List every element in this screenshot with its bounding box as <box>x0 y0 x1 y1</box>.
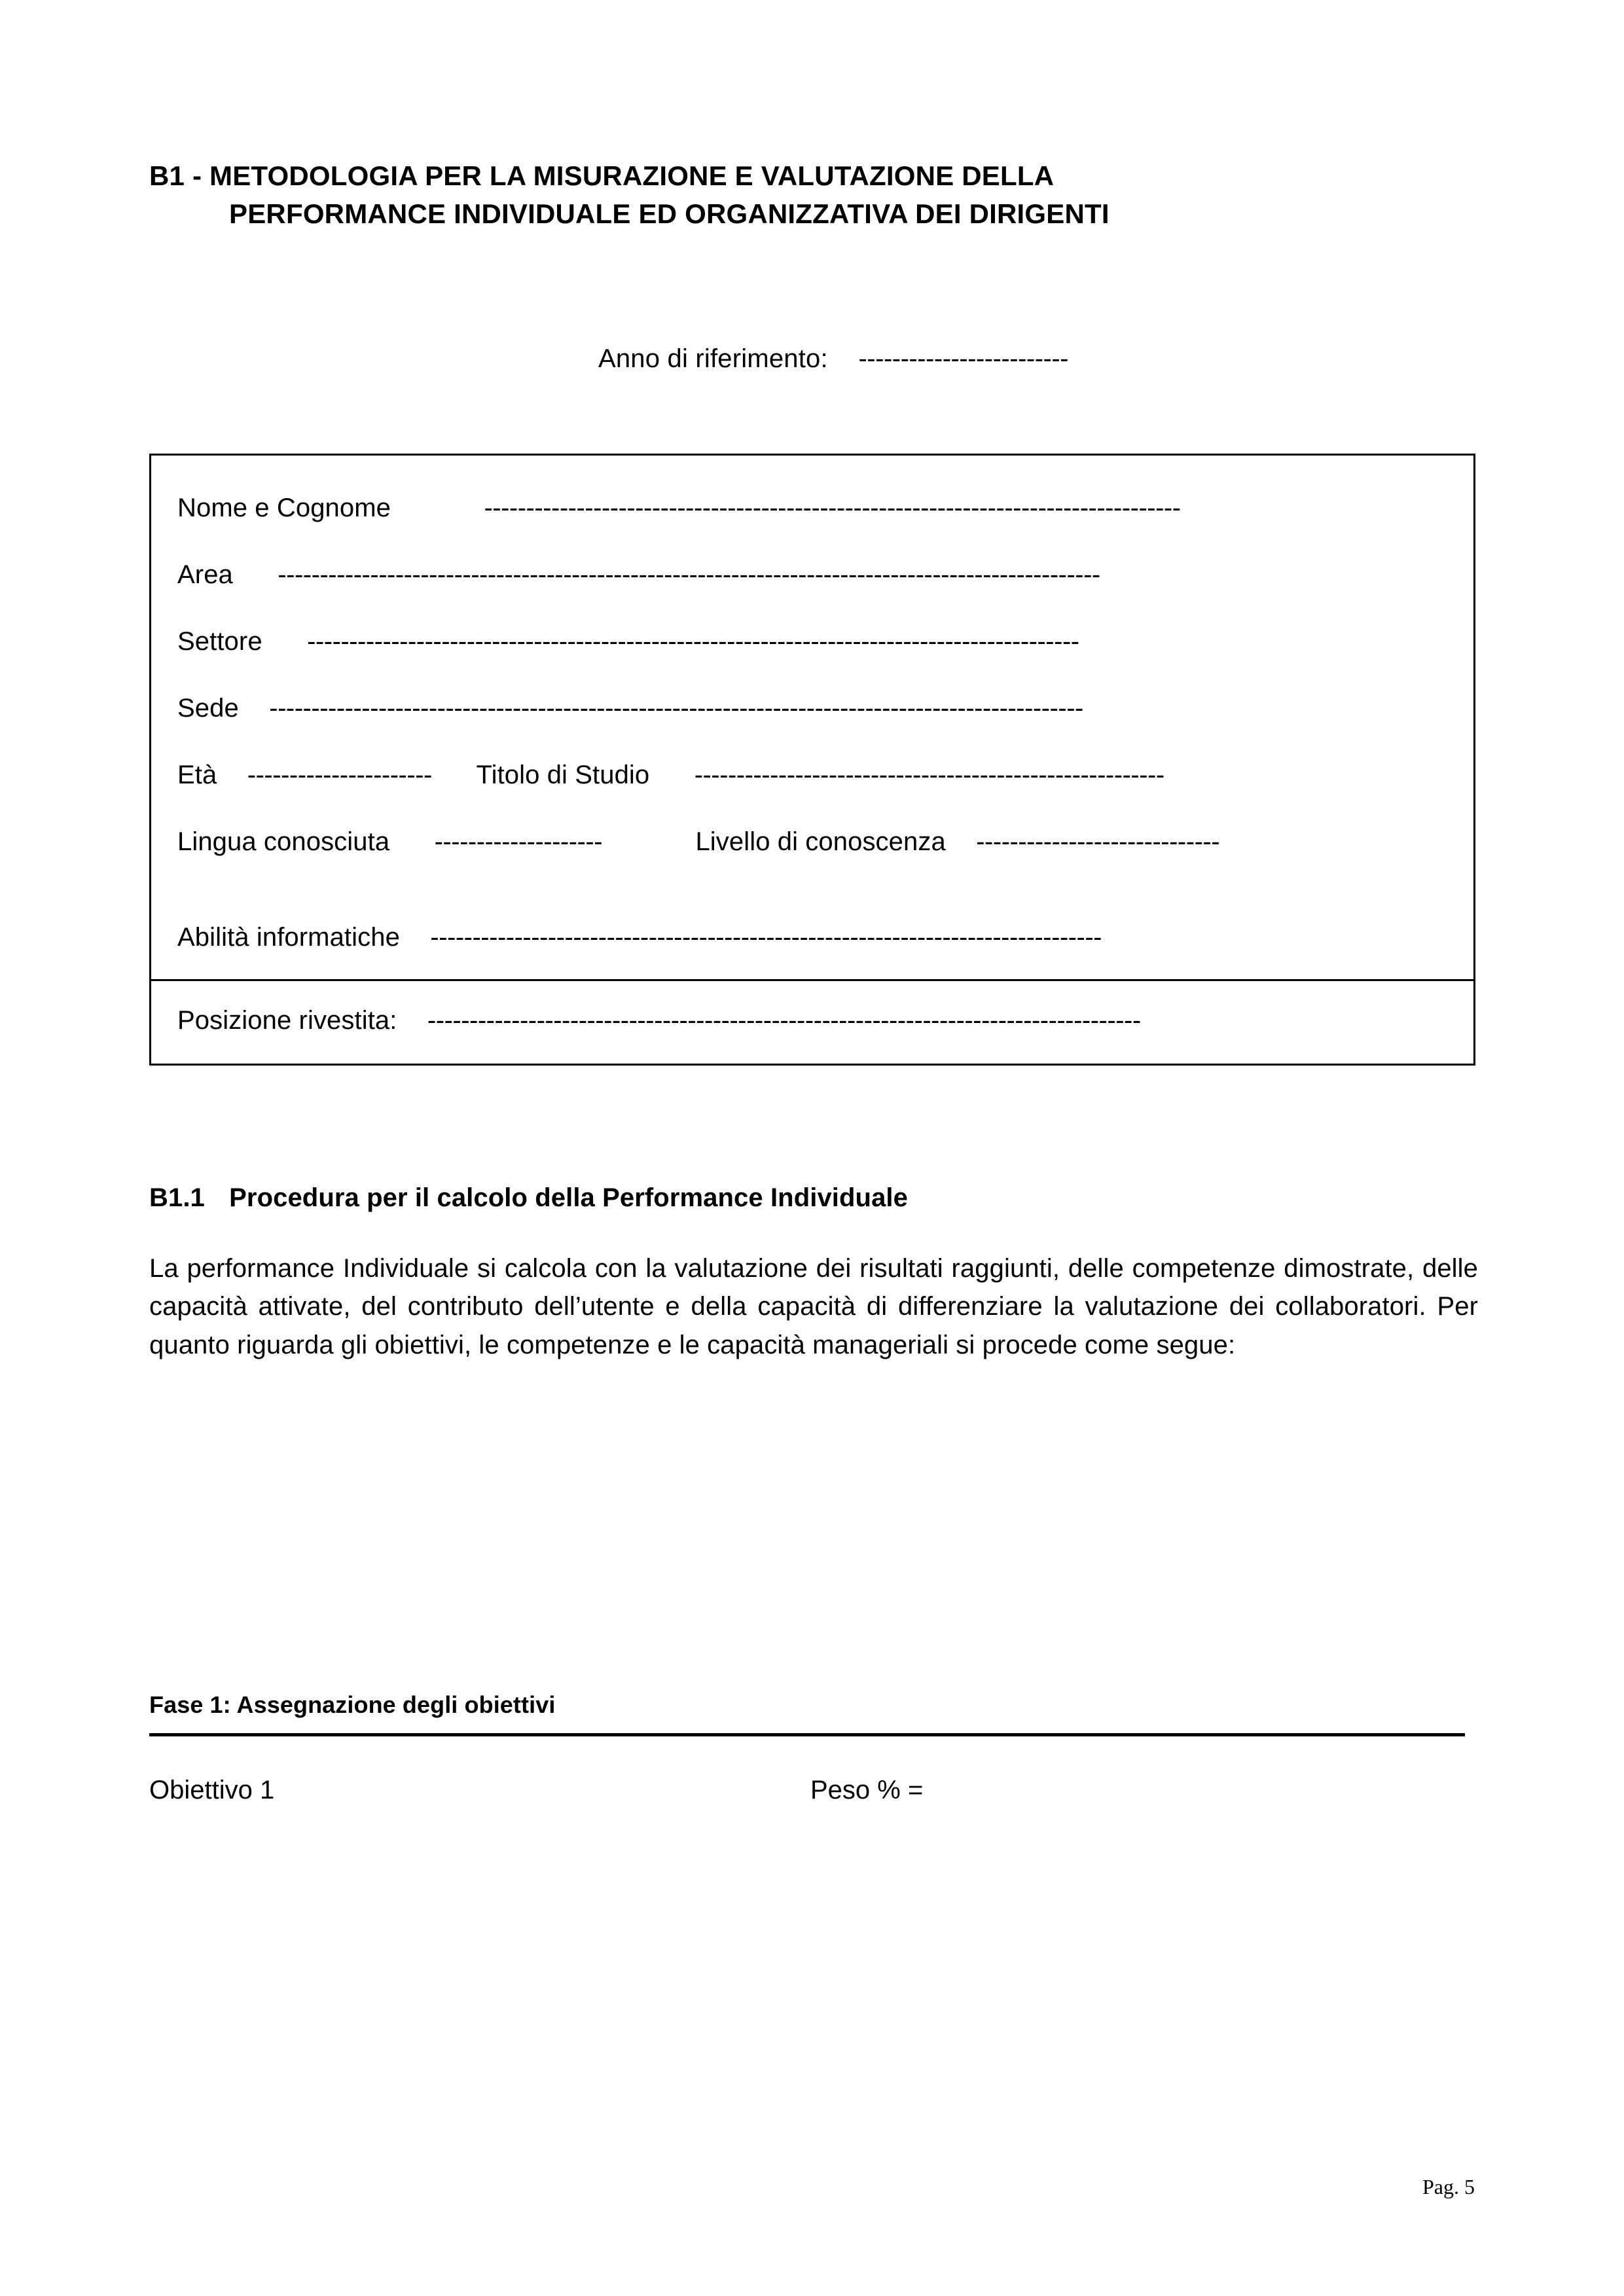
field-value-lingua[interactable]: -------------------- <box>434 827 603 856</box>
field-row-lingua <box>177 829 1447 855</box>
field-value-sede[interactable]: ------------------------------------------------------------------------------------------------- <box>269 693 1083 723</box>
field-row-sede <box>177 695 1447 721</box>
personal-data-lower <box>151 981 1473 1064</box>
section-paragraph: La performance Individuale si calcola con la valutazione dei risultati raggiunti, delle competenze dimostrate, delle capacità attivate, del contributo dell’utente e della capacità di differenziare la valutazione dei collaboratori. Per quanto riguarda gli obiettivi, le competenze e le capacità manageriali si procede come segue: <box>149 1253 1478 1359</box>
field-row-posizione <box>177 1007 1447 1033</box>
field-label-livello-conoscenza: Livello di conoscenza <box>695 827 946 856</box>
page-content <box>149 157 1478 1805</box>
personal-data-upper <box>151 456 1473 981</box>
field-value-settore[interactable]: -------------------------------------------------------------------------------------------- <box>307 626 1079 656</box>
title-line-2: PERFORMANCE INDIVIDUALE ED ORGANIZZATIVA DEI DIRIGENTI <box>229 198 1110 229</box>
field-value-area[interactable]: -------------------------------------------------------------------------------------------------- <box>278 560 1100 589</box>
field-row-abilita <box>177 924 1447 950</box>
page-number: Pag. 5 <box>1422 2175 1475 2198</box>
row-spacer <box>177 895 1447 924</box>
field-label-settore: Settore <box>177 626 262 656</box>
section-title: Procedura per il calcolo della Performance Individuale <box>229 1183 908 1212</box>
title-line-1: B1 - METODOLOGIA PER LA MISURAZIONE E VALUTAZIONE DELLA <box>149 160 1055 191</box>
field-label-name: Nome e Cognome <box>177 493 391 522</box>
field-label-lingua: Lingua conosciuta <box>177 827 390 856</box>
field-value-livello-conoscenza[interactable]: ----------------------------- <box>976 827 1220 856</box>
section-number: B1.1 <box>149 1183 205 1212</box>
horizontal-rule <box>149 1733 1465 1736</box>
field-label-sede: Sede <box>177 693 239 723</box>
field-row-name <box>177 495 1447 521</box>
field-value-name[interactable]: ----------------------------------------------------------------------------------- <box>484 493 1181 522</box>
field-label-posizione: Posizione rivestita: <box>177 1005 397 1035</box>
field-value-posizione[interactable]: ------------------------------------------------------------------------------------- <box>427 1005 1141 1035</box>
page-title <box>149 157 1478 233</box>
field-label-abilita: Abilità informatiche <box>177 922 400 952</box>
personal-data-box <box>149 454 1475 1066</box>
objective-row <box>149 1776 1478 1805</box>
reference-year-field[interactable]: ------------------------- <box>858 344 1068 373</box>
field-row-eta <box>177 762 1447 788</box>
fase-1-label: Fase 1: Assegnazione degli obiettivi <box>149 1691 556 1719</box>
field-row-area <box>177 562 1447 588</box>
field-value-eta[interactable]: ---------------------- <box>247 760 432 789</box>
field-value-titolo-studio[interactable]: -------------------------------------------------------- <box>694 760 1164 789</box>
field-label-titolo-studio: Titolo di Studio <box>476 760 650 789</box>
objective-label: Obiettivo 1 <box>149 1776 275 1805</box>
field-row-settore <box>177 628 1447 655</box>
weight-label: Peso % = <box>810 1776 924 1805</box>
field-label-eta: Età <box>177 760 217 789</box>
section-heading <box>149 1183 1478 1213</box>
field-label-area: Area <box>177 560 233 589</box>
reference-year-line <box>149 344 1478 374</box>
reference-year-label: Anno di riferimento: <box>598 344 828 373</box>
field-value-abilita[interactable]: -------------------------------------------------------------------------------- <box>430 922 1102 952</box>
